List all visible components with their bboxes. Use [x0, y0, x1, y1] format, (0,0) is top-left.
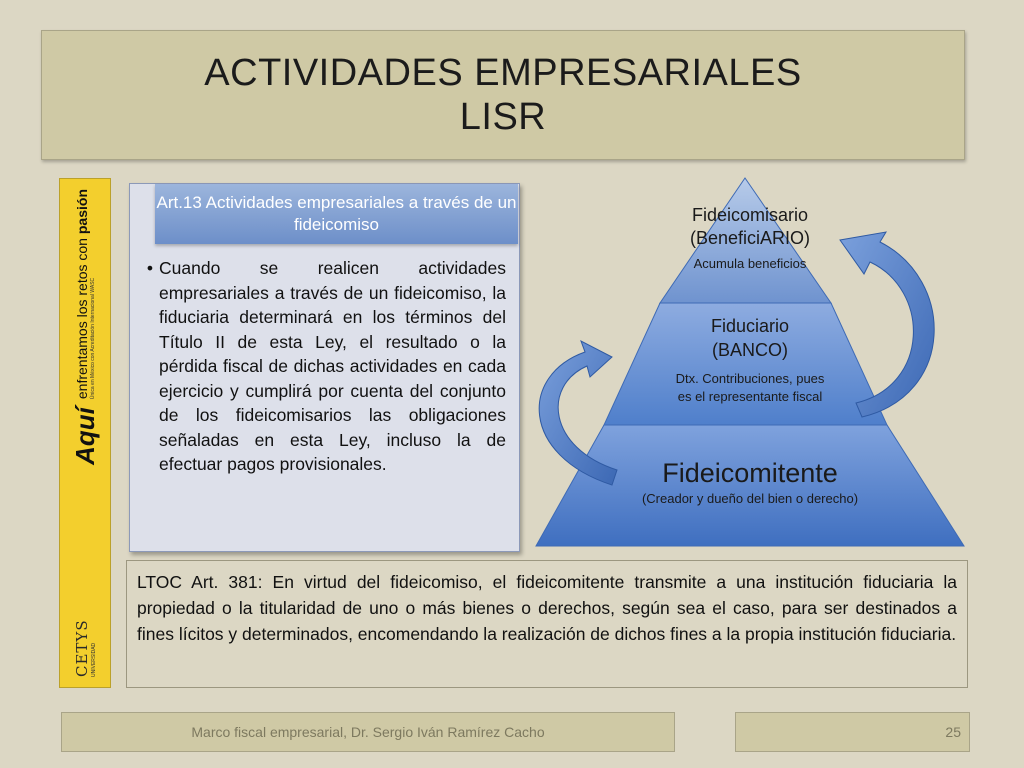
article-header: Art.13 Actividades empresariales a través de un fideicomiso — [155, 184, 518, 244]
footer-page-number: 25 — [735, 712, 970, 752]
fiduciario-note-2: es el representante fiscal — [677, 389, 823, 404]
slide-title-line2: LISR — [459, 96, 547, 138]
banner-slogan: enfrentamos los retos con — [73, 238, 90, 400]
cetys-logo-sub: UNIVERSIDAD — [91, 642, 97, 677]
cetys-banner — [59, 178, 111, 688]
footer-course: Marco fiscal empresarial, Dr. Sergio Iván Ramírez Cacho — [61, 712, 675, 752]
fideicomiso-pyramid — [520, 170, 970, 555]
fideicomisario-title: Fideicomisario — [691, 205, 809, 225]
fideicomitente-title: Fideicomitente — [662, 458, 838, 488]
fiduciario-subtitle: (BANCO) — [712, 340, 788, 360]
fideicomisario-note: Acumula beneficios — [693, 256, 807, 271]
bullet-mark: • — [146, 258, 153, 278]
article-body — [140, 256, 506, 477]
title-box — [41, 30, 965, 160]
slide-title-line1: ACTIVIDADES EMPRESARIALES — [204, 52, 802, 94]
banner-slogan-bold: pasión — [73, 189, 90, 235]
label-fideicomisario — [660, 204, 840, 273]
banner-aqui: Aquí — [69, 407, 100, 465]
fideicomisario-subtitle: (BeneficiARIO) — [689, 228, 811, 248]
fiduciario-note-1: Dtx. Contribuciones, pues — [675, 371, 825, 386]
label-fideicomitente — [580, 456, 920, 508]
article-panel — [129, 183, 520, 552]
fideicomitente-note: (Creador y dueño del bien o derecho) — [641, 491, 859, 506]
article-text: Cuando se realicen actividades empresariales a través de un fideicomiso, la fiduciaria determinará en los términos del Título II de esta Ley, el resultado o la pérdida fiscal de dichas actividades en cada ejercicio y cumplirá por cuenta del conjunto de los fideicomisarios las obligaciones señaladas en esta Ley, incluso la de efectuar pagos provisionales. — [159, 258, 506, 474]
banner-accreditation: Única en México con Acreditación Internacional WASC — [89, 277, 96, 400]
ltoc-article-box: LTOC Art. 381: En virtud del fideicomiso, el fideicomitente transmite a una institución fiduciaria la propiedad o la titularidad de uno o más bienes o derechos, según sea el caso, para ser destinados a fines lícitos y determinados, encomendando la realización de dichos fines a la propia institución fiduciaria. — [126, 560, 968, 688]
label-fiduciario — [640, 314, 860, 406]
cetys-logo: CETYS — [73, 619, 91, 677]
fiduciario-title: Fiduciario — [710, 316, 790, 336]
